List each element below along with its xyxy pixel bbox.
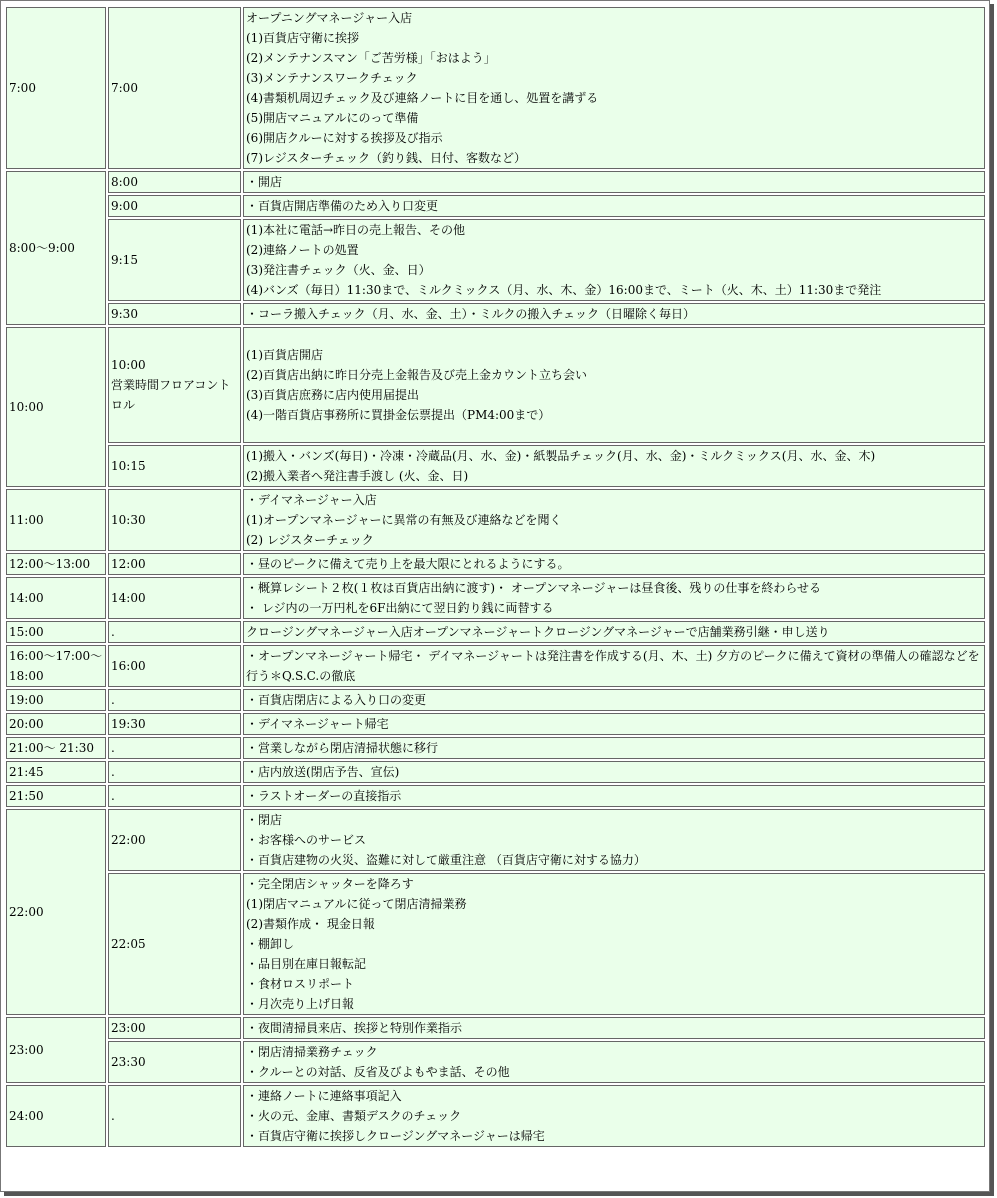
task-line: (3)メンテナンスワークチェック: [246, 71, 418, 85]
time-cell: 16:00: [108, 645, 241, 687]
task-line: ・コーラ搬入チェック（月、水、金、土）・ミルクの搬入チェック（日曜除く毎日）: [246, 307, 696, 321]
task-line: (1)閉店マニュアルに従って閉店清掃業務: [246, 897, 467, 911]
task-line: (1)オープンマネージャーに異常の有無及び連絡などを聞く: [246, 513, 562, 527]
time-block-cell: 12:00〜13:00: [6, 553, 106, 575]
table-row: [6, 621, 985, 643]
task-cell: [243, 553, 985, 575]
task-line: (2)メンテナンスマン「ご苦労様」「おはよう」: [246, 51, 496, 65]
task-line: ・ラストオーダーの直接指示: [246, 789, 402, 803]
task-cell: [243, 445, 985, 487]
table-row: [6, 1041, 985, 1083]
time-cell: 12:00: [108, 553, 241, 575]
time-cell: 19:30: [108, 713, 241, 735]
task-line: ・連絡ノートに連絡事項記入: [246, 1089, 402, 1103]
task-line: ・月次売り上げ日報: [246, 997, 355, 1011]
task-line: ・閉店: [246, 813, 283, 827]
table-row: [6, 577, 985, 619]
task-line: (2)搬入業者へ発注書手渡し (火、金、日): [246, 469, 469, 483]
time-block-cell: 14:00: [6, 577, 106, 619]
task-cell: [243, 1085, 985, 1147]
task-line: (2)百貨店出納に昨日分売上金報告及び売上金カウント立ち会い: [246, 368, 588, 382]
time-block-cell: 22:00: [6, 809, 106, 1015]
schedule-table: [4, 5, 987, 1149]
task-line: ・火の元、金庫、書類デスクのチェック: [246, 1109, 462, 1123]
task-line: ・営業しながら閉店清掃状態に移行: [246, 741, 439, 755]
task-cell: [243, 1017, 985, 1039]
time-cell: 22:00: [108, 809, 241, 871]
task-cell: [243, 645, 985, 687]
time-cell: 10:15: [108, 445, 241, 487]
time-block-cell: 21:50: [6, 785, 106, 807]
task-line: ・クルーとの対話、反省及びよもやま話、その他: [246, 1065, 510, 1079]
time-cell: 10:00 営業時間フロアコントロル: [108, 327, 241, 443]
table-row: [6, 553, 985, 575]
time-cell: .: [108, 689, 241, 711]
task-line: ・百貨店守衛に挨拶しクロージングマネージャーは帰宅: [246, 1129, 545, 1143]
time-block-cell: 24:00: [6, 1085, 106, 1147]
time-block-cell: 23:00: [6, 1017, 106, 1083]
table-row: [6, 737, 985, 759]
table-row: [6, 689, 985, 711]
task-cell: [243, 621, 985, 643]
time-cell: 8:00: [108, 171, 241, 193]
task-line: (1)搬入・バンズ(毎日)・冷凍・冷蔵品(月、水、金)・紙製品チェック(月、水、金)・ミルクミックス(月、水、金、木): [246, 449, 876, 463]
task-line: ・ レジ内の一万円札を6F出納にて翌日釣り銭に両替する: [246, 601, 554, 615]
task-cell: [243, 195, 985, 217]
time-block-cell: 21:00〜 21:30: [6, 737, 106, 759]
table-row: [6, 219, 985, 301]
time-cell: .: [108, 737, 241, 759]
task-line: (2)書類作成・ 現金日報: [246, 917, 375, 931]
task-cell: [243, 303, 985, 325]
task-cell: [243, 689, 985, 711]
time-cell: .: [108, 1085, 241, 1147]
time-block-cell: 16:00〜17:00〜18:00: [6, 645, 106, 687]
time-block-cell: 11:00: [6, 489, 106, 551]
task-line: ・オープンマネージャート帰宅・ デイマネージャートは発注書を作成する(月、木、土) 夕方のピークに備えて資材の準備人の確認などを行う＊Q.S.C.の徹底: [246, 649, 980, 683]
task-line: ・昼のピークに備えて売り上を最大限にとれるようにする。: [246, 557, 570, 571]
task-line: ・完全閉店シャッターを降ろす: [246, 877, 414, 891]
task-cell: [243, 327, 985, 443]
time-cell: .: [108, 761, 241, 783]
task-line: (1)百貨店開店: [246, 348, 323, 362]
task-line: ・デイマネージャー入店: [246, 493, 377, 507]
task-line: ・デイマネージャート帰宅: [246, 717, 389, 731]
task-line: ・百貨店開店準備のため入り口変更: [246, 199, 439, 213]
table-row: [6, 809, 985, 871]
table-row: [6, 761, 985, 783]
table-row: [6, 785, 985, 807]
task-line: (1)百貨店守衛に挨拶: [246, 31, 359, 45]
task-line: ・百貨店閉店による入り口の変更: [246, 693, 427, 707]
task-line: (4)バンズ（毎日）11:30まで、ミルクミックス（月、水、木、金）16:00まで、ミート（火、木、土）11:30まで発注: [246, 283, 882, 297]
task-line: (7)レジスターチェック（釣り銭、日付、客数など）: [246, 151, 526, 165]
task-cell: [243, 1041, 985, 1083]
time-block-cell: 15:00: [6, 621, 106, 643]
table-row: [6, 327, 985, 443]
time-cell: 9:30: [108, 303, 241, 325]
time-cell: 9:00: [108, 195, 241, 217]
task-line: (3)百貨店庶務に店内使用届提出: [246, 388, 419, 402]
table-row: [6, 713, 985, 735]
task-cell: [243, 577, 985, 619]
task-cell: [243, 219, 985, 301]
table-row: [6, 303, 985, 325]
task-line: オープニングマネージャー入店: [246, 11, 413, 25]
task-line: (5)開店マニュアルにのって準備: [246, 111, 419, 125]
table-row: [6, 171, 985, 193]
task-cell: [243, 873, 985, 1015]
task-line: (2)連絡ノートの処置: [246, 243, 359, 257]
task-line: ・棚卸し: [246, 937, 295, 951]
table-row: [6, 489, 985, 551]
task-cell: [243, 737, 985, 759]
task-line: ・食材ロスリポート: [246, 977, 355, 991]
time-cell: 23:30: [108, 1041, 241, 1083]
task-line: ・品目別在庫日報転記: [246, 957, 367, 971]
task-line: ・概算レシート２枚(１枚は百貨店出納に渡す)・ オープンマネージャーは昼食後、残りの仕事を終わらせる: [246, 581, 821, 595]
task-line: (4)書類机周辺チェック及び連絡ノートに目を通し、処置を講ずる: [246, 91, 599, 105]
time-cell: .: [108, 621, 241, 643]
time-cell: 14:00: [108, 577, 241, 619]
task-cell: [243, 761, 985, 783]
task-cell: [243, 713, 985, 735]
table-row: [6, 873, 985, 1015]
time-cell: 23:00: [108, 1017, 241, 1039]
table-row: [6, 445, 985, 487]
task-cell: [243, 489, 985, 551]
task-line: ・店内放送(閉店予告、宣伝): [246, 765, 400, 779]
task-line: ・百貨店建物の火災、盗難に対して厳重注意 （百貨店守衛に対する協力）: [246, 853, 646, 867]
table-row: [6, 195, 985, 217]
table-row: [6, 1085, 985, 1147]
time-block-cell: 10:00: [6, 327, 106, 487]
time-block-cell: 7:00: [6, 7, 106, 169]
task-cell: [243, 7, 985, 169]
task-line: ・開店: [246, 175, 283, 189]
time-block-cell: 8:00〜9:00: [6, 171, 106, 325]
time-cell: .: [108, 785, 241, 807]
task-line: ・閉店清掃業務チェック: [246, 1045, 378, 1059]
time-cell: 22:05: [108, 873, 241, 1015]
table-row: [6, 7, 985, 169]
task-cell: [243, 809, 985, 871]
task-cell: [243, 785, 985, 807]
time-cell: 10:30: [108, 489, 241, 551]
time-block-cell: 21:45: [6, 761, 106, 783]
task-line: (4)一階百貨店事務所に買掛金伝票提出（PM4:00まで）: [246, 408, 551, 422]
task-line: ・夜間清掃員来店、挨拶と特別作業指示: [246, 1021, 463, 1035]
task-line: (3)発注書チェック（火、金、日）: [246, 263, 431, 277]
task-line: ・お客様へのサービス: [246, 833, 367, 847]
time-block-cell: 20:00: [6, 713, 106, 735]
table-row: [6, 645, 985, 687]
task-line: (2) レジスターチェック: [246, 533, 374, 547]
task-line: (1)本社に電話→昨日の売上報告、その他: [246, 223, 466, 237]
time-cell: 9:15: [108, 219, 241, 301]
time-cell: 7:00: [108, 7, 241, 169]
task-cell: [243, 171, 985, 193]
task-line: クロージングマネージャー入店オープンマネージャートクロージングマネージャーで店舗業務引継・申し送り: [246, 625, 830, 639]
table-row: [6, 1017, 985, 1039]
time-block-cell: 19:00: [6, 689, 106, 711]
task-line: (6)開店クルーに対する挨拶及び指示: [246, 131, 443, 145]
